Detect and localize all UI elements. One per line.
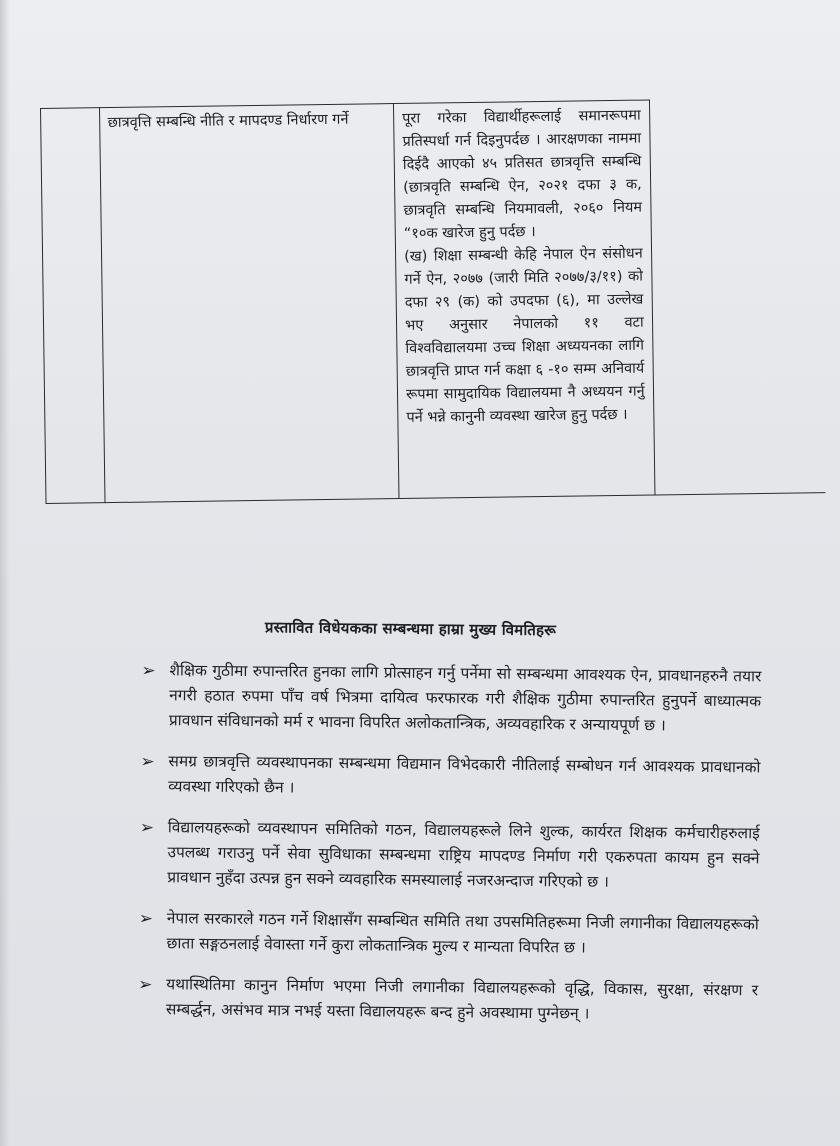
table-cell-details: [394, 100, 655, 499]
table-fragment: [40, 97, 826, 508]
list-item-text: यथास्थितिमा कानुन निर्माण भएमा निजी लगानीका विद्यालयहरूको वृद्धि, विकास, सुरक्षा, संरक्षण र सम्बर्द्धन, असंभव मात्र नभई यस्ता विद्यालयहरू बन्द हुने अवस्थामा पुग्नेछन् ।: [165, 975, 759, 1023]
table-cell-serial: [41, 108, 105, 504]
table-cell-empty: [649, 98, 825, 495]
list-item-text: समग्र छात्रवृत्ति व्यवस्थापनका सम्बन्धमा विद्यमान विभेदकारी नीतिलाई सम्बोधन गर्न आवश्यक प्रावधानको व्यवस्था गरिएको छैन ।: [168, 752, 761, 797]
list-item: [138, 906, 759, 962]
list-item: [141, 658, 762, 739]
details-paragraph-1: पूरा गरेका विद्यार्थीहरूलाई समानरूपमा प्रतिस्पर्धा गर्न दिइनुपर्दछ । आरक्षणका नाममा दिईदै आएको ४५ प्रतिसत छात्रवृत्ति सम्बन्धि (छात्रवृति सम्बन्धि ऐन, २०२१ दफा ३ क, छात्रवृति सम्बन्धि नियमावली, २०६० नियम “१०क खारेज हुनु पर्दछ ।: [402, 107, 643, 242]
section-heading: प्रस्तावित विधेयकका सम्बन्धमा हाम्रा मुख्य विमतिहरू: [264, 618, 557, 640]
list-item: [138, 972, 759, 1028]
objections-list: [138, 658, 762, 1028]
arrow-bullet-icon: ➢: [140, 751, 155, 773]
objections-section: [138, 616, 762, 1044]
arrow-bullet-icon: ➢: [138, 974, 153, 996]
page-shadow-edge: [0, 0, 10, 1146]
arrow-bullet-icon: ➢: [139, 817, 155, 839]
details-paragraph-2: (ख) शिक्षा सम्बन्धी केहि नेपाल ऐन संसोधन गर्ने ऐन, २०७७ (जारी मिति २०७७/३/११) को दफा २९ (क) को उपदफा (६), मा उल्लेख भए अनुसार नेपालको ११ वटा विश्वविद्यालयमा उच्च शिक्षा अध्ययनका लागि छात्रवृत्ति प्राप्त गर्न कक्षा ६ -१० सम्म अनिवार्य रूपमा सामुदायिक विद्यालयमा नै अध्ययन गर्नु पर्ने भन्ने कानुनी व्यवस्था खारेज हुनु पर्दछ ।: [404, 245, 645, 426]
topic-text: छात्रवृत्ति सम्बन्धि नीति र मापदण्ड निर्धारण गर्ने: [107, 111, 349, 132]
table-row: [41, 98, 826, 504]
arrow-bullet-icon: ➢: [138, 908, 154, 930]
list-item-text: शैक्षिक गुठीमा रुपान्तरित हुनका लागि प्रोत्साहन गर्नु पर्नेमा सो सम्बन्धमा आवश्यक ऐन, प्रावधानहरुनै तयार नगरी हठात रुपमा पाँच वर्ष भित्रमा दायित्व फरफारक गरी शैक्षिक गुठीमा रुपान्तरित हुनुपर्ने बाध्यात्मक प्रावधान संविधानको मर्म र भावना विपरित अलोकतान्त्रिक, अव्यवहारिक र अन्यायपूर्ण छ ।: [168, 661, 762, 735]
policy-table: [40, 97, 825, 504]
list-item: [140, 749, 761, 805]
table-cell-topic: [99, 104, 399, 503]
list-item-text: विद्यालयहरूको व्यवस्थापन समितिको गठन, विद्यालयहरूले लिने शुल्क, कार्यरत शिक्षक कर्मचारीहरुलाई उपलब्ध गराउनु पर्ने सेवा सुविधाका सम्बन्धमा राष्ट्रिय मापदण्ड निर्माण गरी एकरुपता कायम हुन सक्ने प्रावधान नुहँदा उत्पन्न हुन सक्ने व्यवहारिक समस्यालाई नजरअन्दाज गरिएको छ ।: [167, 818, 760, 891]
list-item-text: नेपाल सरकारले गठन गर्ने शिक्षासँग सम्बन्धित समिति तथा उपसमितिहरूमा निजी लगानीका विद्यालयहरूको छाता सङ्गठनलाई वेवास्ता गर्ने कुरा लोकतान्त्रिक मुल्य र मान्यता विपरित छ ।: [166, 909, 759, 957]
arrow-bullet-icon: ➢: [141, 660, 156, 682]
list-item: [139, 815, 760, 896]
